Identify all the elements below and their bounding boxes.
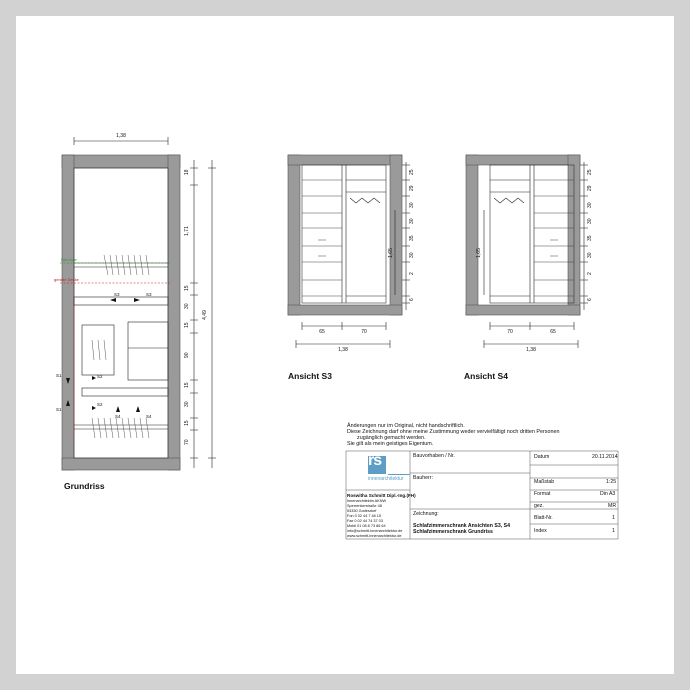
s4-rdim-11: 30 [587,252,593,258]
drawing-title-2: Schlafzimmerschrank Grundriss [413,529,493,535]
bauherr-label: Bauherr: [413,475,433,481]
blatt-value: 1 [612,515,615,521]
office-line-7: info@schmitt-innenarchitektur.de [347,529,403,533]
s4-rdim-3: 29 [587,185,593,191]
s4-rdim-5: 30 [587,202,593,208]
marker-s4-left: S4 [115,414,121,419]
s4-dim-right: 65 [550,329,556,335]
label-ansicht-s3: Ansicht S3 [288,371,332,381]
plan-total-dim: 4,49 [202,310,208,320]
s3-side-dim: 1,65 [388,248,394,258]
office-line-5: Fax 0 02 44 74 37 03 [347,519,383,523]
index-label: Index [534,528,547,534]
logo-sub: innenarchitektur [368,476,404,482]
note-line-4: Sie gilt als mein geistiges Eigentum. [347,441,434,447]
plan-dim-1: 18 [184,169,190,175]
plan-dim-2: 1,71 [184,226,190,236]
plan-dim-5: 15 [184,322,190,328]
format-label: Format [534,491,551,497]
s4-dim-total: 1,38 [526,347,536,353]
plan-top-dim: 1,38 [116,133,126,139]
s3-rdim-5: 30 [409,202,415,208]
datum-value: 20.11.2014 [592,454,618,460]
marker-s3-left: S3 [114,292,120,297]
s3-dim-total: 1,38 [338,347,348,353]
s3-dim-left: 65 [319,329,325,335]
s3-rdim-7: 30 [409,218,415,224]
gerade-decke-label: gerade Decke [54,277,79,282]
marker-s4-right: S4 [146,414,152,419]
plan-dim-9: 15 [184,420,190,426]
label-ansicht-s4: Ansicht S4 [464,371,508,381]
s3-rdim-1: 25 [409,169,415,175]
drawing-title-1: Schlafzimmerschrank Ansichten S3, S4 [413,523,510,529]
s4-rdim-14: 6 [587,298,593,301]
index-value: 1 [612,528,615,534]
s3-rdim-12: 2 [409,272,415,275]
logo-line [388,474,410,475]
s3-rdim-3: 29 [409,185,415,191]
drawing-canvas [16,16,674,674]
office-line-3: 53330 Godesdorf [347,509,377,513]
s3-dim-right: 70 [361,329,367,335]
massstab-label: Maßstab [534,479,555,485]
office-line-8: www.schmitt-innenarchitektur.de [347,534,402,538]
zeichnung-label: Zeichnung: [413,511,439,517]
plan-dim-10: 70 [184,439,190,445]
plan-dim-7: 15 [184,382,190,388]
marker-s1-top: S1 [56,373,62,378]
s4-rdim-1: 25 [587,169,593,175]
s4-rdim-7: 30 [587,218,593,224]
s4-rdim-9: 35 [587,235,593,241]
drawing-sheet [16,16,674,674]
bauvorhaben-label: Bauvorhaben / Nr. [413,453,455,459]
plan-dim-4: 30 [184,303,190,309]
office-line-6: Mobil 01 08 8 73 86 64 [347,524,386,528]
view-s4-elevation [466,155,588,348]
note-line-1: Änderungen nur im Original, nicht handschriftlich. [347,423,465,429]
s3-rdim-11: 30 [409,252,415,258]
logo-letters: rs [368,452,382,469]
format-value: Din A3 [600,491,616,497]
din-linie-label: Din-Linie [61,257,77,262]
s4-side-dim: 1,65 [476,248,482,258]
note-line-3: zugänglich gemacht werden. [357,435,426,441]
plan-dim-8: 30 [184,401,190,407]
floor-plan [60,137,216,470]
plan-labels [54,133,208,445]
gez-label: gez. [534,503,544,509]
massstab-value: 1:25 [606,479,617,485]
marker-s3-right: S3 [146,292,152,297]
datum-label: Datum [534,454,550,460]
office-line-1: Innenarchitektin AKNW [347,499,387,503]
blatt-label: Blatt-Nr. [534,515,553,521]
s3-rdim-14: 6 [409,298,415,301]
office-line-4: Fon 0 02 44 7 46 15 [347,514,381,518]
marker-s1-bottom: S1 [56,407,62,412]
note-line-2: Diese Zeichnung darf ohne meine Zustimmung weder vervielfältigt noch dritten Personen [347,429,560,435]
marker-s2-bottom: S2 [97,402,103,407]
label-grundriss: Grundriss [64,481,105,491]
s4-rdim-12: 2 [587,272,593,275]
plan-dim-3: 15 [184,285,190,291]
office-name: Roswitha Schmitt Dipl.-Ing.(FH) [347,493,416,498]
office-line-2: Sperrenkerstraße 48 [347,504,382,508]
gez-value: MR [608,503,617,509]
s3-rdim-9: 35 [409,235,415,241]
plan-dim-6: 90 [184,352,190,358]
marker-s2-top: S2 [97,374,103,379]
s4-dim-left: 70 [507,329,513,335]
